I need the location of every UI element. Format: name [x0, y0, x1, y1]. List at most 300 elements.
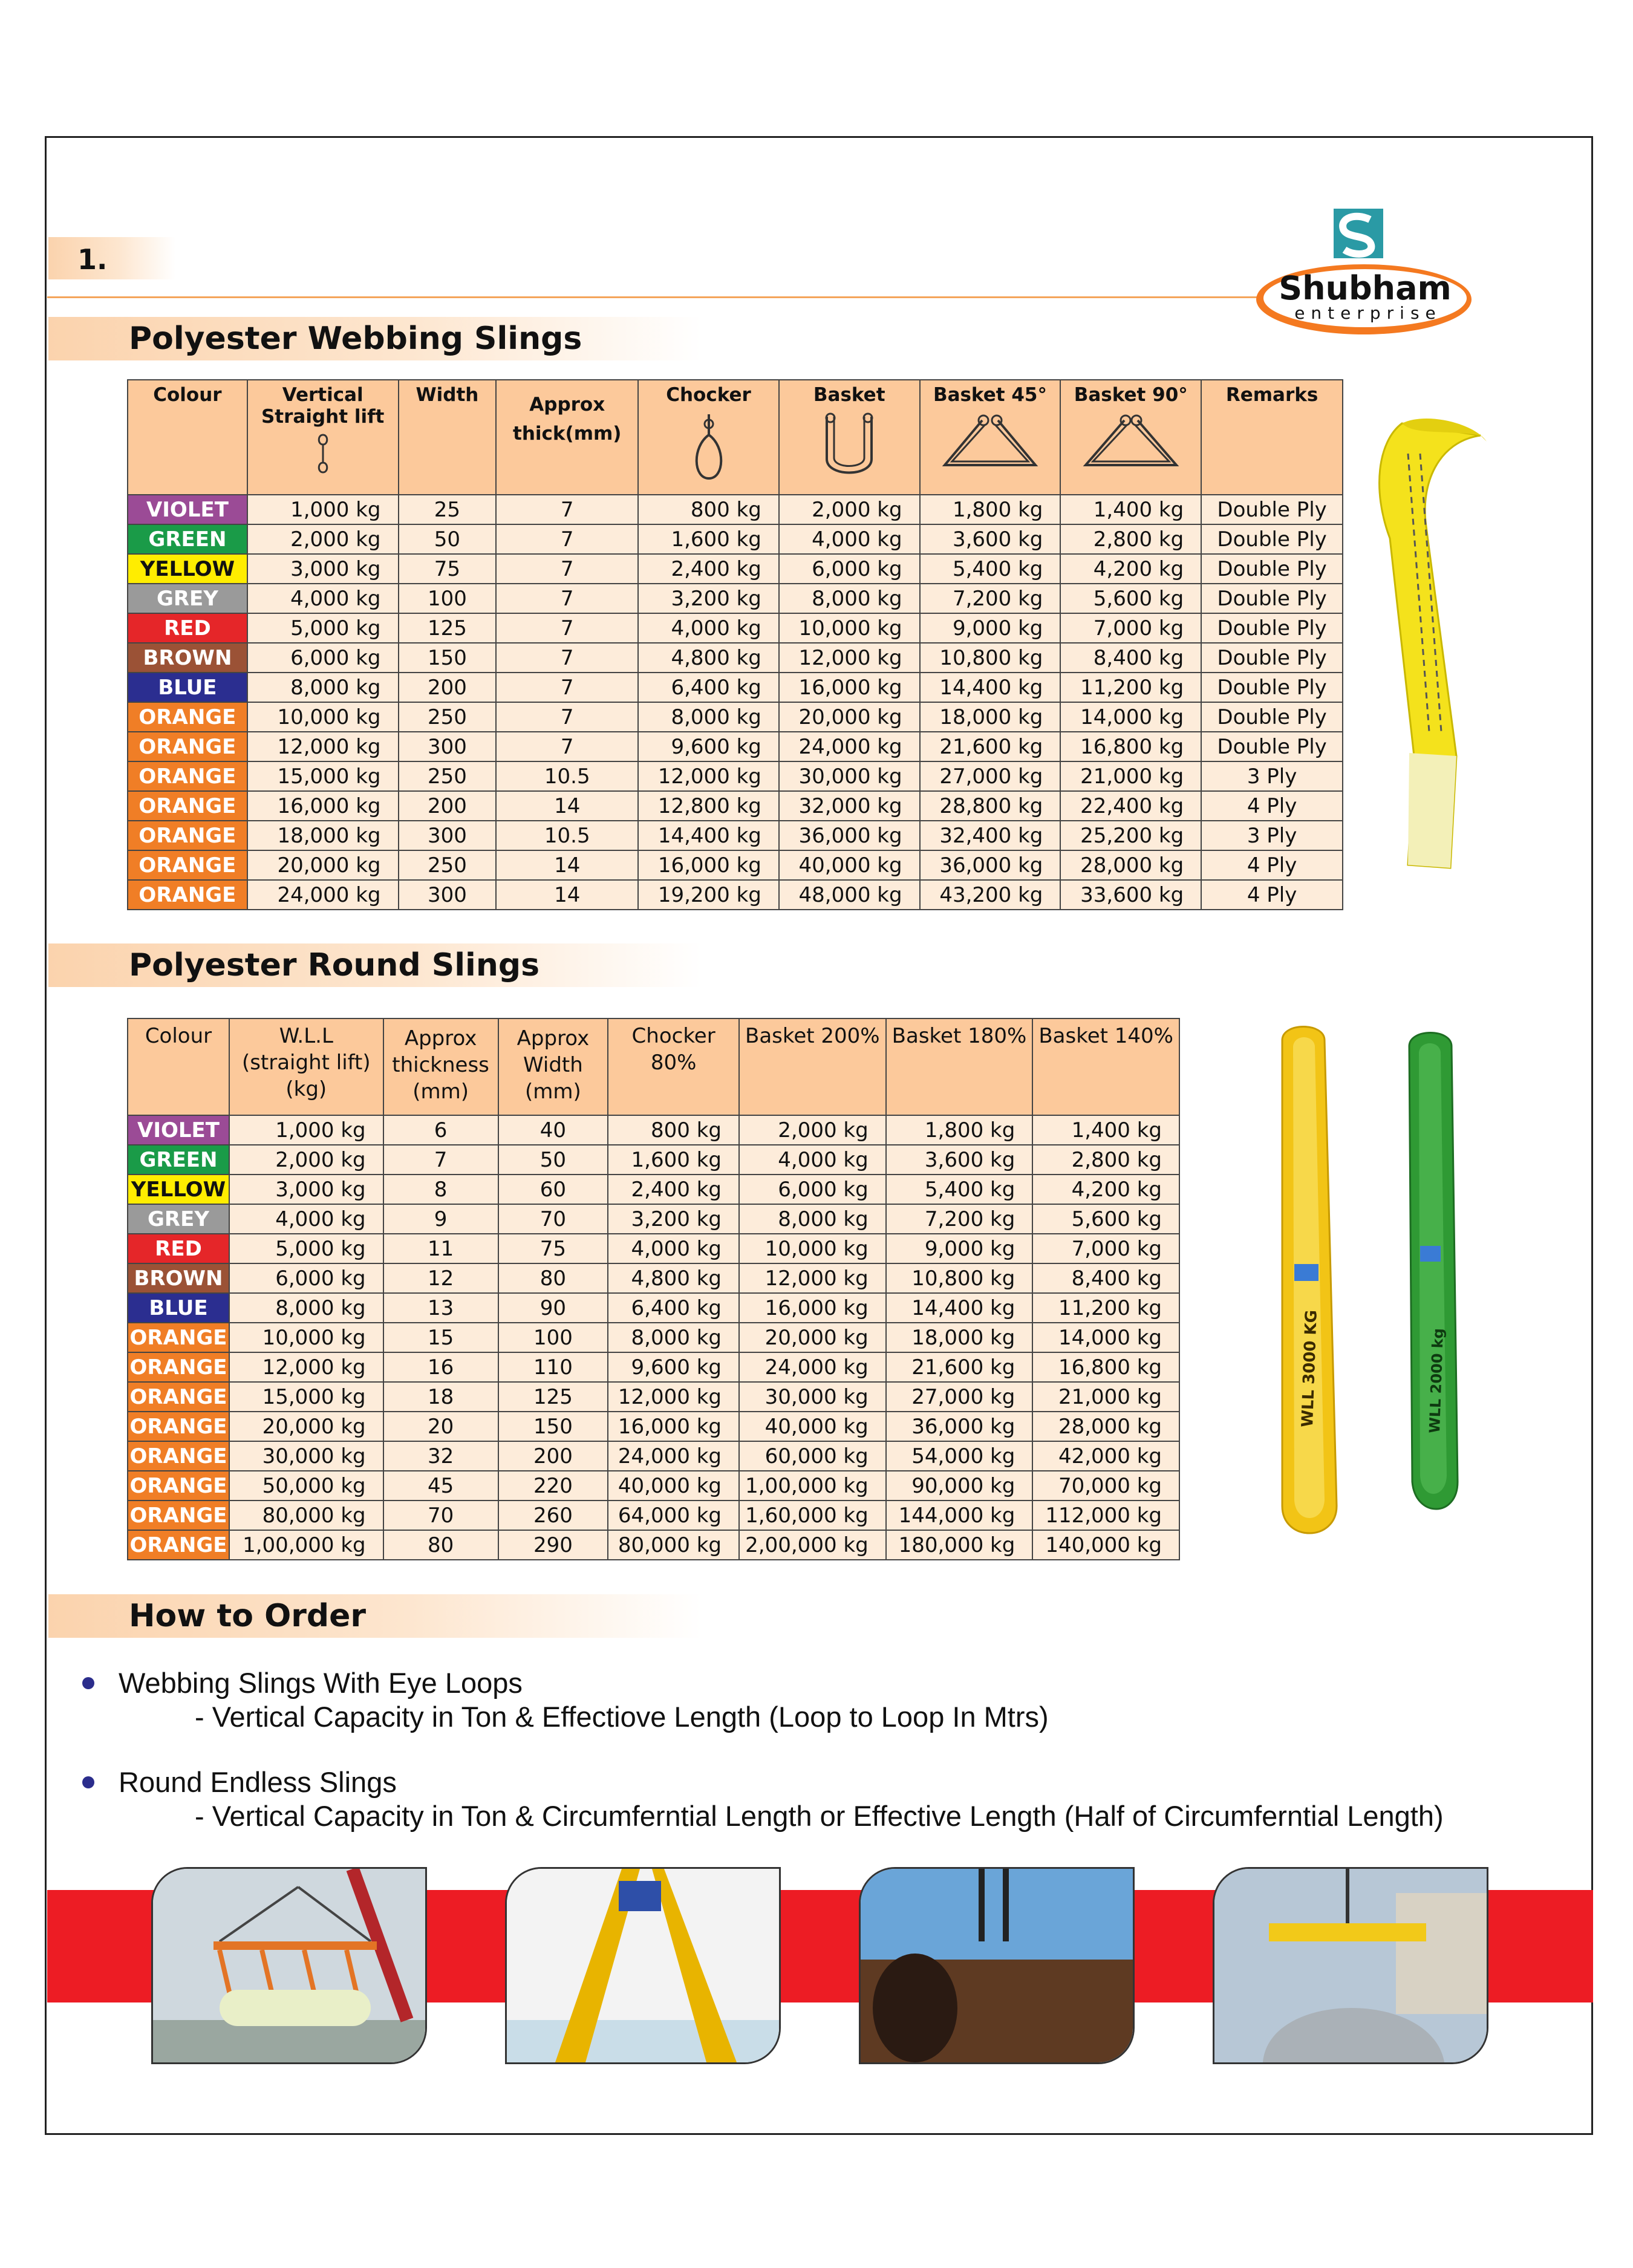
colour-badge: YELLOW — [128, 554, 247, 584]
table-row — [128, 1471, 1179, 1501]
table-cell: 7 — [383, 1145, 498, 1175]
webbing-table — [127, 379, 1343, 910]
table-cell: 75 — [498, 1234, 608, 1263]
table-cell: 14 — [496, 791, 638, 821]
table-cell: 12,000 kg — [608, 1382, 739, 1412]
order-list — [85, 1666, 1444, 1865]
table-cell: 60,000 kg — [739, 1441, 886, 1471]
order-item — [85, 1765, 1444, 1833]
table-cell: 2,800 kg — [1032, 1145, 1179, 1175]
table-cell: 100 — [399, 584, 497, 613]
round-header-colour: Colour — [128, 1018, 229, 1115]
table-cell: 16,800 kg — [1060, 732, 1201, 761]
colour-badge: BROWN — [128, 643, 247, 673]
table-row — [128, 1175, 1179, 1204]
table-cell: Double Ply — [1201, 524, 1343, 554]
table-cell: 10,000 kg — [247, 702, 399, 732]
table-cell: 80 — [498, 1263, 608, 1293]
table-cell: 2,000 kg — [247, 524, 399, 554]
header-chocker — [638, 380, 779, 495]
table-cell: 70,000 kg — [1032, 1471, 1179, 1501]
table-cell: 3,600 kg — [886, 1145, 1033, 1175]
table-cell: 13 — [383, 1293, 498, 1323]
table-cell: 800 kg — [638, 495, 779, 524]
header-divider — [47, 296, 1305, 298]
table-cell: 800 kg — [608, 1115, 739, 1145]
table-cell: 14,000 kg — [1060, 702, 1201, 732]
table-row — [128, 1530, 1179, 1560]
table-cell: 5,600 kg — [1060, 584, 1201, 613]
basket-45-icon — [939, 411, 1041, 471]
table-cell: 4,000 kg — [739, 1145, 886, 1175]
table-cell: 4,800 kg — [638, 643, 779, 673]
logo-sub: enterprise — [1294, 303, 1442, 323]
table-row — [128, 584, 1343, 613]
table-cell: 10.5 — [496, 821, 638, 850]
table-cell: 12,000 kg — [739, 1263, 886, 1293]
table-cell: 6,000 kg — [229, 1263, 383, 1293]
table-cell: 32 — [383, 1441, 498, 1471]
table-cell: 250 — [399, 850, 497, 880]
colour-badge: GREEN — [128, 524, 247, 554]
table-row — [128, 1145, 1179, 1175]
table-row — [128, 1501, 1179, 1530]
table-cell: 7,000 kg — [1060, 613, 1201, 643]
table-cell: 2,00,000 kg — [739, 1530, 886, 1560]
round-header-width: Approx Width (mm) — [498, 1018, 608, 1115]
table-row — [128, 613, 1343, 643]
table-cell: 1,400 kg — [1060, 495, 1201, 524]
table-cell: 290 — [498, 1530, 608, 1560]
table-cell: 80 — [383, 1530, 498, 1560]
table-cell: 5,400 kg — [886, 1175, 1033, 1204]
table-cell: 16 — [383, 1352, 498, 1382]
table-cell: 8,000 kg — [229, 1293, 383, 1323]
header-basket45-label: Basket 45° — [933, 384, 1047, 406]
table-cell: 110 — [498, 1352, 608, 1382]
table-cell: 36,000 kg — [779, 821, 920, 850]
table-cell: 300 — [399, 821, 497, 850]
order-heading: How to Order — [129, 1598, 367, 1634]
table-cell: 32,400 kg — [920, 821, 1061, 850]
table-cell: 3 Ply — [1201, 821, 1343, 850]
table-cell: 15,000 kg — [247, 761, 399, 791]
table-cell: 12,000 kg — [638, 761, 779, 791]
table-cell: 5,600 kg — [1032, 1204, 1179, 1234]
header-remarks: Remarks — [1201, 380, 1343, 495]
table-cell: 50 — [399, 524, 497, 554]
table-cell: 20,000 kg — [229, 1412, 383, 1441]
table-cell: 6 — [383, 1115, 498, 1145]
table-cell: 7 — [496, 613, 638, 643]
colour-badge: ORANGE — [128, 1352, 229, 1382]
table-row — [128, 732, 1343, 761]
table-cell: 16,800 kg — [1032, 1352, 1179, 1382]
table-cell: 40,000 kg — [779, 850, 920, 880]
table-cell: 33,600 kg — [1060, 880, 1201, 910]
table-cell: 6,400 kg — [638, 673, 779, 702]
table-cell: 10,800 kg — [920, 643, 1061, 673]
table-cell: 22,400 kg — [1060, 791, 1201, 821]
colour-badge: RED — [128, 1234, 229, 1263]
table-cell: 28,000 kg — [1032, 1412, 1179, 1441]
table-cell: 4,000 kg — [247, 584, 399, 613]
table-cell: 5,400 kg — [920, 554, 1061, 584]
table-cell: 11 — [383, 1234, 498, 1263]
table-cell: 1,00,000 kg — [229, 1530, 383, 1560]
table-cell: 40,000 kg — [739, 1412, 886, 1441]
table-cell: 90,000 kg — [886, 1471, 1033, 1501]
table-cell: 150 — [498, 1412, 608, 1441]
table-cell: 7 — [496, 495, 638, 524]
table-cell: 5,000 kg — [247, 613, 399, 643]
table-cell: 9 — [383, 1204, 498, 1234]
webbing-heading: Polyester Webbing Slings — [129, 321, 582, 357]
table-cell: 7,000 kg — [1032, 1234, 1179, 1263]
table-cell: 3 Ply — [1201, 761, 1343, 791]
table-row — [128, 1352, 1179, 1382]
order-item-title: Round Endless Slings — [119, 1766, 397, 1798]
table-cell: 144,000 kg — [886, 1501, 1033, 1530]
table-cell: 9,600 kg — [608, 1352, 739, 1382]
header-basket-label: Basket — [813, 384, 885, 406]
table-cell: 9,000 kg — [886, 1234, 1033, 1263]
table-cell: 42,000 kg — [1032, 1441, 1179, 1471]
table-cell: 10,800 kg — [886, 1263, 1033, 1293]
colour-badge: YELLOW — [128, 1175, 229, 1204]
table-row — [128, 761, 1343, 791]
table-cell: 8,000 kg — [739, 1204, 886, 1234]
table-cell: 200 — [399, 791, 497, 821]
table-cell: 19,200 kg — [638, 880, 779, 910]
table-cell: 30,000 kg — [229, 1441, 383, 1471]
table-cell: 21,600 kg — [920, 732, 1061, 761]
table-cell: 200 — [498, 1441, 608, 1471]
table-cell: 8,000 kg — [608, 1323, 739, 1352]
table-cell: Double Ply — [1201, 495, 1343, 524]
table-cell: 7 — [496, 643, 638, 673]
table-cell: 20,000 kg — [739, 1323, 886, 1352]
table-cell: 220 — [498, 1471, 608, 1501]
table-cell: 7,200 kg — [886, 1204, 1033, 1234]
table-cell: 1,600 kg — [638, 524, 779, 554]
round-header-basket200: Basket 200% — [739, 1018, 886, 1115]
colour-badge: ORANGE — [128, 880, 247, 910]
table-cell: 12,800 kg — [638, 791, 779, 821]
table-row — [128, 1115, 1179, 1145]
table-cell: 140,000 kg — [1032, 1530, 1179, 1560]
table-row — [128, 495, 1343, 524]
table-cell: 1,000 kg — [229, 1115, 383, 1145]
table-cell: 4,000 kg — [779, 524, 920, 554]
table-cell: 4,200 kg — [1032, 1175, 1179, 1204]
table-cell: 2,800 kg — [1060, 524, 1201, 554]
table-cell: 9,600 kg — [638, 732, 779, 761]
table-cell: 200 — [399, 673, 497, 702]
vertical-lift-icon — [314, 432, 332, 475]
table-cell: 28,000 kg — [1060, 850, 1201, 880]
yellow-sling-label: WLL 3000 KG — [1299, 1309, 1321, 1428]
table-cell: 27,000 kg — [886, 1382, 1033, 1412]
colour-badge: ORANGE — [128, 821, 247, 850]
table-cell: 48,000 kg — [779, 880, 920, 910]
photo-pipe-lift — [859, 1867, 1135, 2064]
table-cell: 18,000 kg — [886, 1323, 1033, 1352]
header-chocker-label: Chocker — [666, 384, 751, 406]
table-cell: 24,000 kg — [739, 1352, 886, 1382]
header-basket90-label: Basket 90° — [1074, 384, 1188, 406]
table-row — [128, 524, 1343, 554]
table-cell: 12,000 kg — [247, 732, 399, 761]
table-row — [128, 1263, 1179, 1293]
colour-badge: BROWN — [128, 1263, 229, 1293]
table-cell: 8,000 kg — [638, 702, 779, 732]
table-cell: 25,200 kg — [1060, 821, 1201, 850]
colour-badge: VIOLET — [128, 1115, 229, 1145]
order-heading-bar — [48, 1594, 702, 1638]
table-cell: 50,000 kg — [229, 1471, 383, 1501]
table-row — [128, 643, 1343, 673]
table-row — [128, 673, 1343, 702]
table-cell: 27,000 kg — [920, 761, 1061, 791]
table-cell: 4,000 kg — [229, 1204, 383, 1234]
table-cell: 12 — [383, 1263, 498, 1293]
logo-name: Shubham — [1279, 269, 1452, 307]
table-cell: Double Ply — [1201, 673, 1343, 702]
table-cell: 6,000 kg — [247, 643, 399, 673]
table-row — [128, 702, 1343, 732]
table-cell: 64,000 kg — [608, 1501, 739, 1530]
table-cell: 80,000 kg — [608, 1530, 739, 1560]
table-cell: 3,000 kg — [247, 554, 399, 584]
table-cell: 16,000 kg — [739, 1293, 886, 1323]
colour-badge: ORANGE — [128, 1441, 229, 1471]
table-cell: 1,600 kg — [608, 1145, 739, 1175]
table-cell: 80,000 kg — [229, 1501, 383, 1530]
round-heading: Polyester Round Slings — [129, 947, 540, 983]
table-cell: 75 — [399, 554, 497, 584]
header-thick: Approx thick(mm) — [496, 380, 638, 495]
table-row — [128, 821, 1343, 850]
webbing-heading-bar — [48, 317, 702, 360]
company-logo — [1249, 209, 1479, 342]
table-cell: 2,000 kg — [229, 1145, 383, 1175]
table-cell: 18,000 kg — [247, 821, 399, 850]
table-cell: 24,000 kg — [247, 880, 399, 910]
colour-badge: ORANGE — [128, 1471, 229, 1501]
header-basket45 — [920, 380, 1061, 495]
basket-90-icon — [1080, 411, 1182, 471]
header-width: Width — [399, 380, 497, 495]
photo-crane-lift — [151, 1867, 427, 2064]
table-cell: 14,000 kg — [1032, 1323, 1179, 1352]
table-cell: 20 — [383, 1412, 498, 1441]
table-cell: Double Ply — [1201, 702, 1343, 732]
table-cell: 6,400 kg — [608, 1293, 739, 1323]
colour-badge: GREY — [128, 1204, 229, 1234]
green-sling-label: WLL 2000 kg — [1426, 1328, 1447, 1434]
table-cell: 21,600 kg — [886, 1352, 1033, 1382]
table-cell: 125 — [498, 1382, 608, 1412]
table-cell: 24,000 kg — [608, 1441, 739, 1471]
table-cell: 36,000 kg — [920, 850, 1061, 880]
table-cell: 32,000 kg — [779, 791, 920, 821]
table-cell: 16,000 kg — [247, 791, 399, 821]
colour-badge: BLUE — [128, 1293, 229, 1323]
table-cell: 112,000 kg — [1032, 1501, 1179, 1530]
bullet-icon — [82, 1776, 94, 1788]
round-slings-photo — [1258, 1022, 1512, 1554]
table-cell: 4 Ply — [1201, 880, 1343, 910]
section-number: 1. — [77, 243, 108, 276]
table-row — [128, 554, 1343, 584]
table-cell: 4 Ply — [1201, 791, 1343, 821]
table-cell: 4,000 kg — [608, 1234, 739, 1263]
section-number-bar — [48, 237, 175, 279]
table-row — [128, 1323, 1179, 1352]
header-vertical-label: Vertical Straight lift — [261, 384, 385, 428]
table-cell: 4,000 kg — [638, 613, 779, 643]
table-cell: 2,400 kg — [608, 1175, 739, 1204]
table-cell: 15,000 kg — [229, 1382, 383, 1412]
header-basket — [779, 380, 920, 495]
colour-badge: GREEN — [128, 1145, 229, 1175]
table-cell: 16,000 kg — [779, 673, 920, 702]
table-cell: 250 — [399, 702, 497, 732]
table-cell: 40,000 kg — [608, 1471, 739, 1501]
table-cell: 14 — [496, 880, 638, 910]
table-cell: 1,800 kg — [886, 1115, 1033, 1145]
table-cell: 3,200 kg — [608, 1204, 739, 1234]
table-cell: Double Ply — [1201, 732, 1343, 761]
order-item-detail: - Vertical Capacity in Ton & Circumferntial Length or Effective Length (Half of Circumferntial Length) — [195, 1800, 1444, 1832]
table-cell: 7 — [496, 554, 638, 584]
table-cell: 180,000 kg — [886, 1530, 1033, 1560]
round-header-wll: W.L.L (straight lift) (kg) — [229, 1018, 383, 1115]
colour-badge: ORANGE — [128, 1412, 229, 1441]
table-cell: 260 — [498, 1501, 608, 1530]
table-cell: 125 — [399, 613, 497, 643]
table-cell: 250 — [399, 761, 497, 791]
table-row — [128, 1234, 1179, 1263]
table-row — [128, 1441, 1179, 1471]
round-header-chocker: Chocker 80% — [608, 1018, 739, 1115]
round-header-thickness: Approx thickness (mm) — [383, 1018, 498, 1115]
table-cell: 4 Ply — [1201, 850, 1343, 880]
header-basket90 — [1060, 380, 1201, 495]
table-cell: 2,000 kg — [739, 1115, 886, 1145]
table-cell: 43,200 kg — [920, 880, 1061, 910]
table-cell: 20,000 kg — [779, 702, 920, 732]
round-header-basket140: Basket 140% — [1032, 1018, 1179, 1115]
table-row — [128, 850, 1343, 880]
table-cell: 3,600 kg — [920, 524, 1061, 554]
table-cell: 7 — [496, 673, 638, 702]
table-cell: 8,000 kg — [779, 584, 920, 613]
table-cell: 100 — [498, 1323, 608, 1352]
table-cell: 54,000 kg — [886, 1441, 1033, 1471]
table-cell: 70 — [383, 1501, 498, 1530]
table-cell: 30,000 kg — [739, 1382, 886, 1412]
table-cell: 14 — [496, 850, 638, 880]
order-item — [85, 1666, 1444, 1734]
table-cell: 18 — [383, 1382, 498, 1412]
colour-badge: ORANGE — [128, 702, 247, 732]
table-cell: Double Ply — [1201, 613, 1343, 643]
table-row — [128, 1412, 1179, 1441]
colour-badge: ORANGE — [128, 1382, 229, 1412]
table-cell: 60 — [498, 1175, 608, 1204]
table-cell: 8,000 kg — [247, 673, 399, 702]
colour-badge: BLUE — [128, 673, 247, 702]
table-cell: 12,000 kg — [779, 643, 920, 673]
table-cell: 7,200 kg — [920, 584, 1061, 613]
table-cell: Double Ply — [1201, 643, 1343, 673]
table-cell: 14,400 kg — [886, 1293, 1033, 1323]
table-cell: 1,00,000 kg — [739, 1471, 886, 1501]
table-cell: 6,000 kg — [739, 1175, 886, 1204]
table-cell: 10.5 — [496, 761, 638, 791]
table-row — [128, 1204, 1179, 1234]
table-cell: 1,60,000 kg — [739, 1501, 886, 1530]
colour-badge: VIOLET — [128, 495, 247, 524]
table-cell: 8,400 kg — [1060, 643, 1201, 673]
round-header-basket180: Basket 180% — [886, 1018, 1033, 1115]
chocker-icon — [685, 411, 733, 483]
table-row — [128, 791, 1343, 821]
table-cell: 10,000 kg — [229, 1323, 383, 1352]
round-table — [127, 1018, 1180, 1560]
colour-badge: GREY — [128, 584, 247, 613]
colour-badge: ORANGE — [128, 791, 247, 821]
table-cell: 45 — [383, 1471, 498, 1501]
basket-icon — [816, 411, 882, 483]
header-colour: Colour — [128, 380, 247, 495]
table-cell: 24,000 kg — [779, 732, 920, 761]
colour-badge: RED — [128, 613, 247, 643]
table-cell: 300 — [399, 880, 497, 910]
table-cell: 16,000 kg — [638, 850, 779, 880]
colour-badge: ORANGE — [128, 1501, 229, 1530]
photo-yellow-slings — [505, 1867, 781, 2064]
table-cell: 10,000 kg — [779, 613, 920, 643]
table-cell: 16,000 kg — [608, 1412, 739, 1441]
table-cell: 3,200 kg — [638, 584, 779, 613]
table-cell: 20,000 kg — [247, 850, 399, 880]
table-cell: 11,200 kg — [1032, 1293, 1179, 1323]
table-cell: 9,000 kg — [920, 613, 1061, 643]
colour-badge: ORANGE — [128, 761, 247, 791]
table-cell: 14,400 kg — [920, 673, 1061, 702]
header-vertical — [247, 380, 399, 495]
order-item-title: Webbing Slings With Eye Loops — [119, 1667, 523, 1699]
table-cell: 3,000 kg — [229, 1175, 383, 1204]
table-cell: Double Ply — [1201, 584, 1343, 613]
colour-badge: ORANGE — [128, 732, 247, 761]
table-cell: 18,000 kg — [920, 702, 1061, 732]
table-cell: 150 — [399, 643, 497, 673]
table-cell: 21,000 kg — [1060, 761, 1201, 791]
colour-badge: ORANGE — [128, 1323, 229, 1352]
table-cell: 10,000 kg — [739, 1234, 886, 1263]
table-cell: 30,000 kg — [779, 761, 920, 791]
table-cell: 4,200 kg — [1060, 554, 1201, 584]
table-cell: 1,400 kg — [1032, 1115, 1179, 1145]
table-cell: 6,000 kg — [779, 554, 920, 584]
table-cell: 28,800 kg — [920, 791, 1061, 821]
table-cell: 300 — [399, 732, 497, 761]
colour-badge: ORANGE — [128, 850, 247, 880]
